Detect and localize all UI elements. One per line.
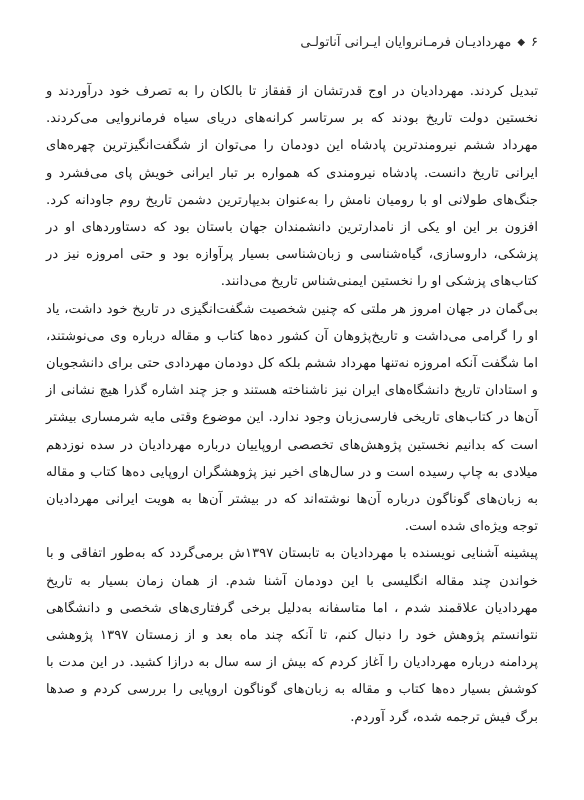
paragraph: تبدیل کردند. مهردادیان در اوج قدرتشان از قفقاز تا بالکان را به تصرف خود درآوردند و نخستین دولت تاریخ بودند که بر سرتاسر کرانه‌های دریای سیاه فرمانروایی می‌کردند. مهرداد ششم نیرومندترین پادشاه این دودمان را می‌توان از شگفت‌انگیزترین چهره‌های ایرانی تاریخ دانست. پادشاه نیرومندی که همواره بر تبار ایرانی خویش پای می‌فشرد و جنگ‌های طولانی او با رومیان نامش را به‌عنوان بدیپارترین دشمن تاریخ روم جاودانه کرد. افزون بر این او یکی از نامدارترین دانشمندان جهان باستان بود که دستاوردهای او در پزشکی، داروسازی، گیاه‌شناسی و زبان‌شناسی بسیار پرآوازه بود و حتی امروزه نیز در کتاب‌های پزشکی او را نخستین ایمنی‌شناس تاریخ می‌دانند. (46, 84, 538, 290)
paragraph: پیشینه آشنایی نویسنده با مهردادیان به تابستان ۱۳۹۷ش برمی‌گردد که به‌طور اتفاقی و با خواندن چند مقاله انگلیسی با این دودمان آشنا شدم. از همان زمان بسیار به تاریخ مهردادیان علاقمند شدم ، اما متاسفانه به‌دلیل برخی گرفتاری‌های شخصی و دانشگاهی نتوانستم پژوهش خود را دنبال کنم، تا آنکه چند ماه بعد و از زمستان ۱۳۹۷ پژوهشی پردامنه درباره مهردادیان را آغاز کردم که بیش از سه سال به درازا کشید. در این مدت با کوشش بسیار ده‌ها کتاب و مقاله به زبان‌های گوناگون اروپایی را بررسی کردم و صدها برگ فیش ترجمه شده، گرد آوردم. (46, 546, 538, 725)
paragraph: بی‌گمان در جهان امروز هر ملتی که چنین شخصیت شگفت‌انگیزی در تاریخ خود داشت، یاد او را گرامی می‌داشت و تاریخ‌پژوهان آن کشور ده‌ها کتاب و مقاله درباره وی می‌نوشتند، اما شگفت آنکه امروزه نه‌تنها مهرداد ششم بلکه کل دودمان مهردادی حتی برای دانشجویان و استادان تاریخ دانشگاه‌های ایران نیز ناشناخته هستند و جز چند اشاره گذرا هیچ نشانی از آن‌ها در کتاب‌های تاریخی فارسی‌زبان وجود ندارد. این موضوع وقتی مایه شرمساری بیشتر است که بدانیم نخستین پژوهش‌های تخصصی اروپاییان درباره مهردادیان در سده نوزدهم میلادی به چاپ رسیده است و در سال‌های اخیر نیز پژوهشگران اروپایی ده‌ها کتاب و مقاله به زبان‌های گوناگون درباره آن‌ها نوشته‌اند که در بیشتر آن‌ها به هویت ایرانی مهردادیان توجه ویژه‌ای شده است. (46, 301, 538, 535)
running-header-title: مهردادیـان فرمـانروایان ایـرانی آناتولـی (300, 34, 512, 50)
diamond-icon: ◆ (517, 36, 526, 48)
running-header (100, 32, 538, 52)
body-text (46, 78, 538, 731)
page-number: ۶ (531, 34, 538, 50)
